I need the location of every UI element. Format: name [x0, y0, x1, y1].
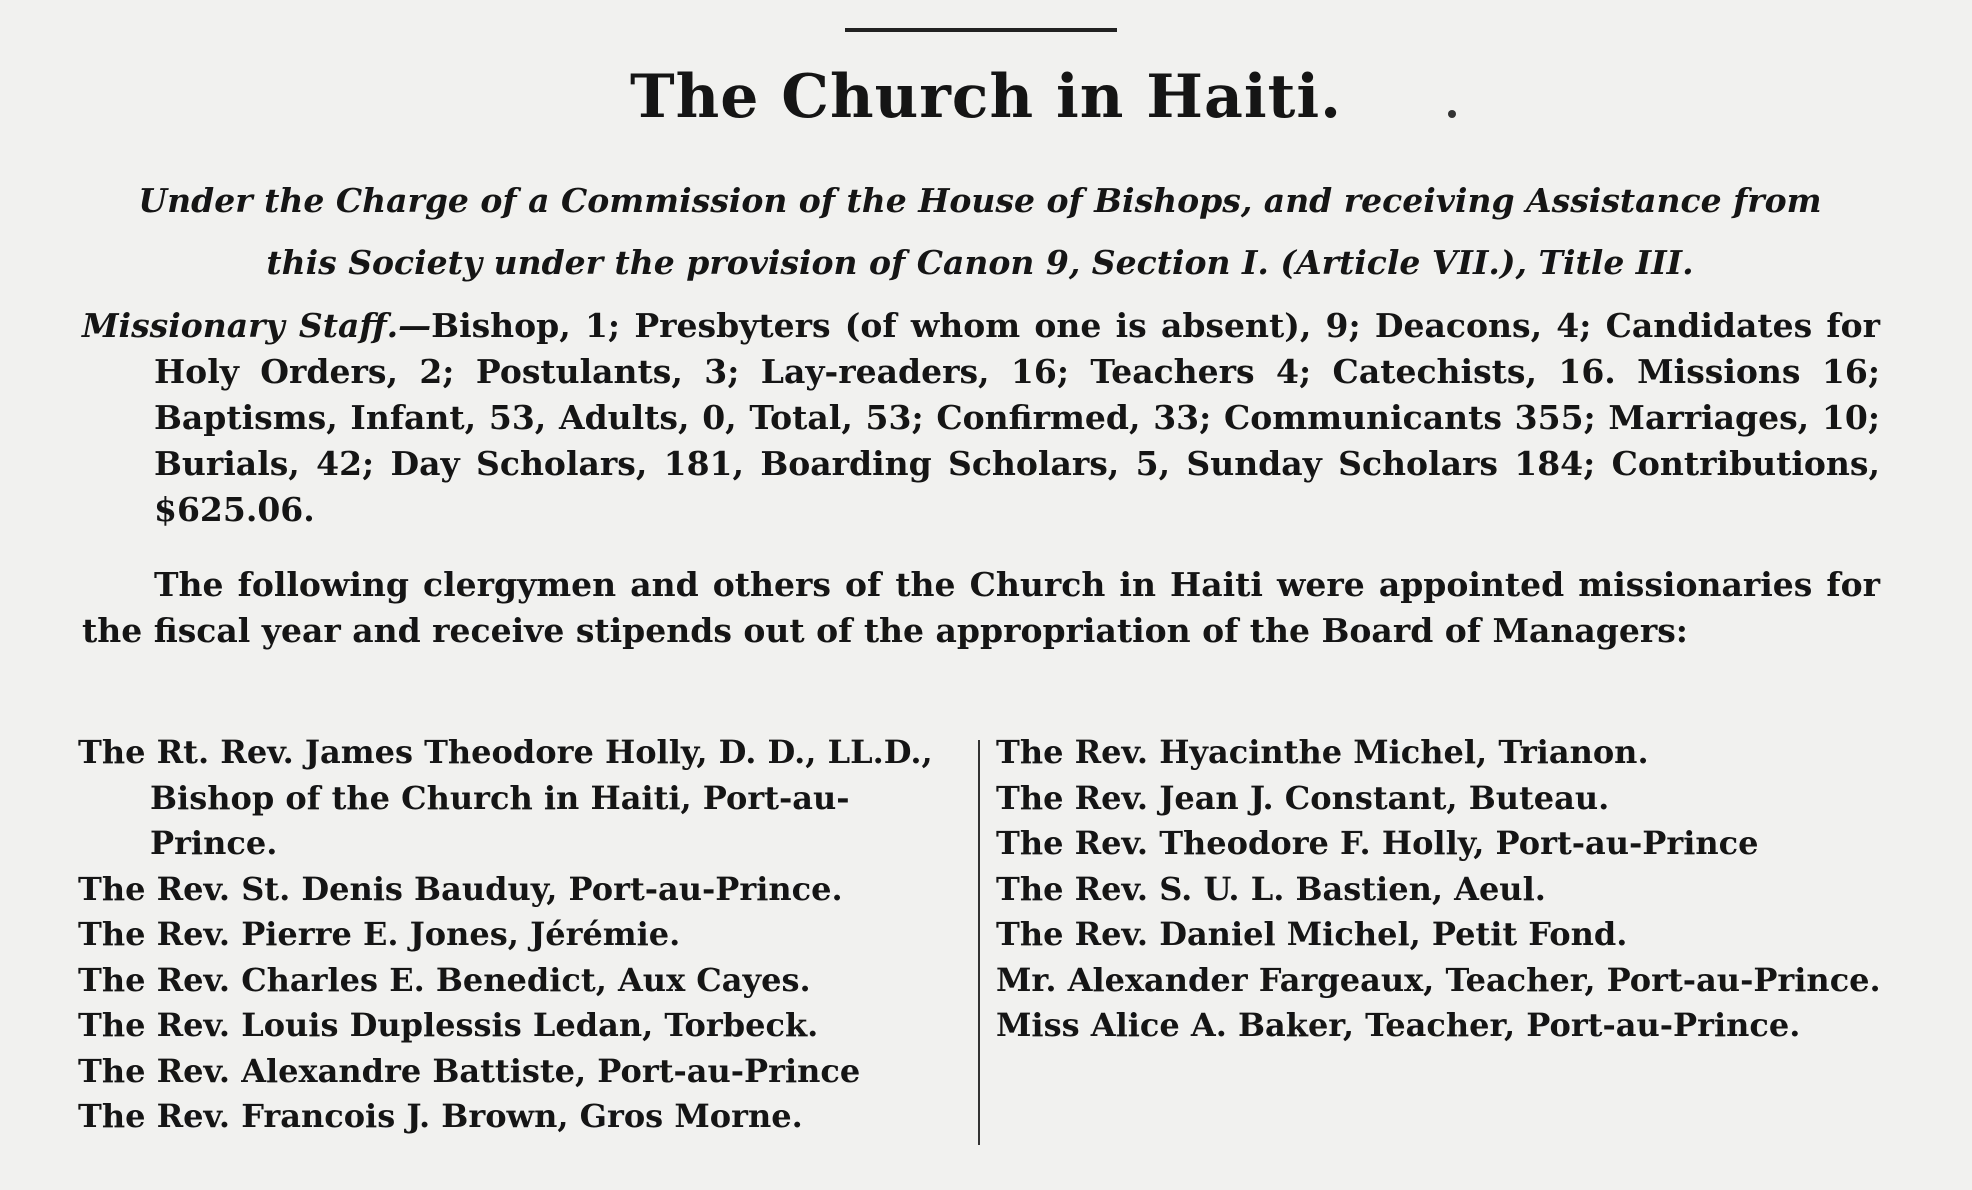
subtitle-line-2: this Society under the provision of Canon 9, Section I. (Article VII.), Title III.	[266, 243, 1694, 282]
appointments-paragraph: The following clergymen and others of the Church in Haiti were appointed missionaries for the fiscal year and receive stipends out of the appropriation of the Board of Managers:	[82, 565, 1880, 650]
list-item: The Rev. Jean J. Constant, Buteau.	[996, 778, 1610, 817]
list-item: The Rev. Hyacinthe Michel, Trianon.	[996, 733, 1649, 771]
list-item: The Rev. Louis Duplessis Ledan, Torbeck.	[78, 1006, 819, 1044]
right-column	[996, 730, 1883, 1049]
list-item: The Rev. Francois J. Brown, Gros Morne.	[78, 1097, 803, 1135]
list-item: The Rev. Daniel Michel, Petit Fond.	[996, 915, 1628, 953]
list-item: The Rev. S. U. L. Bastien, Aeul.	[996, 869, 1546, 908]
list-item: The Rev. Theodore F. Holly, Port-au-Prince	[996, 824, 1759, 862]
list-item: Miss Alice A. Baker, Teacher, Port-au-Prince.	[996, 1006, 1801, 1044]
list-item: The Rev. Charles E. Benedict, Aux Cayes.	[78, 960, 811, 999]
missionary-list	[78, 730, 1883, 1140]
subtitle-line-1: Under the Charge of a Commission of the House of Bishops, and receiving Assistance from	[138, 181, 1822, 220]
missionary-staff-text: Bishop, 1; Presbyters (of whom one is absent), 9; Deacons, 4; Candidates for Holy Orders, 2; Postulants, 3; Lay-readers, 16; Teachers 4; Catechists, 16. Missions 16; Baptisms, Infant, 53, Adults, 0, Total, 53; Confirmed, 33; Communicants 355; Marriages, 10; Burials, 42; Day Scholars, 181, Boarding Scholars, 5, Sunday Scholars 184; Contributions, $625.06.	[154, 306, 1880, 529]
ink-dot	[1448, 110, 1456, 118]
list-item: The Rt. Rev. James Theodore Holly, D. D., LL.D., Bishop of the Church in Haiti, Port-au-Prince.	[78, 733, 933, 862]
header-rule	[845, 28, 1117, 32]
list-item: The Rev. St. Denis Bauduy, Port-au-Prince.	[78, 869, 843, 908]
list-item: The Rev. Pierre E. Jones, Jérémie.	[78, 915, 681, 953]
subtitle	[80, 170, 1880, 294]
column-divider	[978, 740, 980, 1145]
left-column	[78, 730, 968, 1140]
list-item: The Rev. Alexandre Battiste, Port-au-Prince	[78, 1051, 861, 1090]
page-title: The Church in Haiti.	[629, 62, 1343, 132]
missionary-staff-paragraph	[82, 303, 1880, 533]
list-item: Mr. Alexander Fargeaux, Teacher, Port-au-Prince.	[996, 960, 1881, 999]
missionary-staff-label: Missionary Staff.—	[82, 306, 432, 345]
